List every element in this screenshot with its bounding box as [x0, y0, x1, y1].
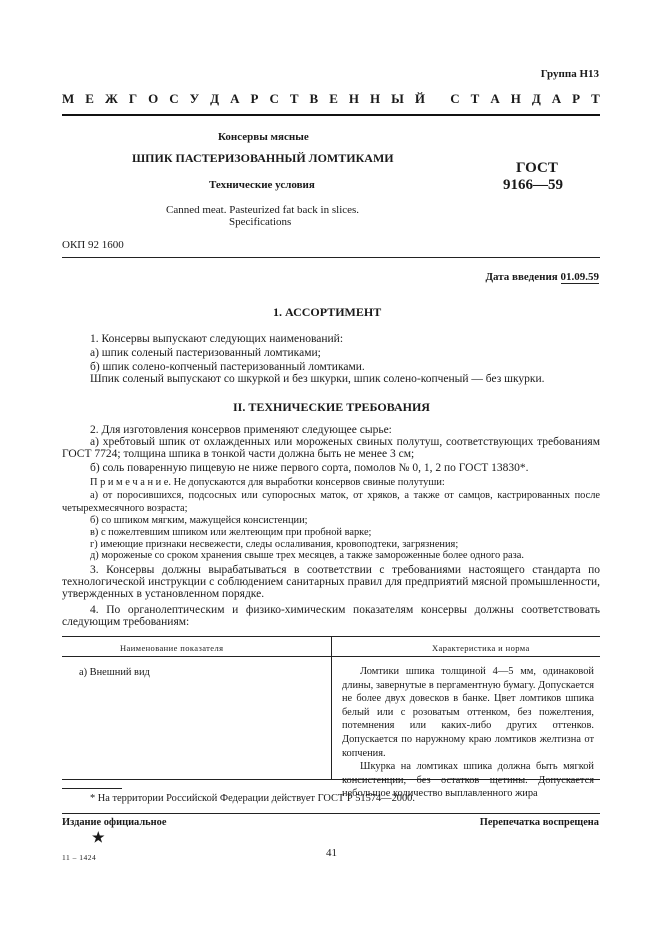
banner-letter: Ж	[104, 91, 118, 106]
banner-letter: Р	[250, 91, 259, 106]
row-spec-paragraph-1: Ломтики шпика толщиной 4—5 мм, одинаковой длины, завернутые в пергаментную бумагу. Допускается не более двух довесков в банке. Цвет ломтиков шпика белый или с розоватым оттенком, без пожелтения, потемнения или каких-либо других оттенков. Допускается по наружному краю ломтиков желтизна от копчения.	[342, 666, 594, 759]
banner-letter: Г	[128, 91, 138, 106]
banner-letter: Е	[85, 91, 94, 106]
sec1-line-4: Шпик соленый выпускают со шкуркой и без шкурки, шпик солено-копченый — без шкурки.	[90, 373, 545, 385]
sec2-note-v: в) с пожелтевшим шпиком или желтеющим при пробной варке;	[90, 527, 372, 538]
interstate-standard-banner	[62, 91, 600, 107]
star-icon: ★	[92, 831, 105, 846]
english-subtitle: Specifications	[229, 216, 292, 228]
sec2-p2-a: а) хребтовый шпик от охлажденных или мороженых свиных полутуш, соответствующих требованиям ГОСТ 7724; толщина шпика в тонкой части должна быть не менее 3 см;	[62, 436, 600, 460]
sec1-line-1: 1. Консервы выпускают следующих наименований:	[90, 333, 344, 345]
sec2-note-a: а) от поросившихся, подсосных или супоросных маток, от хряков, а также от самцов, кастрированных после четырехмесячного возраста;	[62, 490, 600, 514]
banner-letter: У	[189, 91, 200, 106]
official-edition: Издание официальное	[62, 817, 167, 828]
banner-letter: Е	[329, 91, 338, 106]
banner-letter: Т	[289, 91, 299, 106]
banner-letter: О	[148, 91, 159, 106]
banner-letter: Д	[210, 91, 220, 106]
intro-date-label: Дата введения	[485, 271, 561, 283]
banner-letter: С	[269, 91, 279, 106]
banner-letter: Т	[591, 91, 600, 106]
banner-letter: Ы	[391, 91, 404, 106]
top-rule	[62, 114, 600, 116]
intro-date	[485, 271, 599, 283]
footer-rule	[62, 813, 600, 814]
page-number: 41	[326, 847, 337, 859]
footnote-rule	[62, 788, 122, 789]
sec1-line-2: а) шпик соленый пастеризованный ломтиками;	[90, 347, 321, 359]
okp-code: ОКП 92 1600	[62, 239, 124, 251]
sec2-note-intro: П р и м е ч а н и е. Не допускаются для выработки консервов свиные полутуши:	[90, 477, 445, 488]
section-2-title: II. ТЕХНИЧЕСКИЕ ТРЕБОВАНИЯ	[233, 400, 430, 414]
banner-letter: М	[62, 91, 75, 106]
gost-label: ГОСТ	[516, 160, 558, 176]
banner-letter: Р	[572, 91, 581, 106]
section-1-title: 1. АССОРТИМЕНТ	[273, 305, 382, 319]
banner-letter: Д	[531, 91, 541, 106]
banner-letter: Н	[510, 91, 521, 106]
row-indicator: а) Внешний вид	[79, 667, 150, 678]
banner-letter: Н	[369, 91, 381, 106]
col-header-spec: Характеристика и норма	[432, 643, 530, 653]
title-rule	[62, 257, 600, 258]
banner-letter: А	[230, 91, 240, 106]
sec2-p2-b: б) соль поваренную пищевую не ниже первого сорта, помолов № 0, 1, 2 по ГОСТ 13830*.	[90, 462, 529, 474]
table-column-divider	[331, 637, 332, 779]
banner-letter: Т	[470, 91, 480, 106]
sec2-p4: 4. По органолептическим и физико-химическим показателям консервы должны соответствовать следующим требованиям:	[62, 604, 600, 628]
row-spec-paragraph-2: Шкурка на ломтиках шпика должна быть мягкой консистенции, без остатков щетины. Допускается небольшое количество выплавленного жира	[342, 761, 594, 800]
banner-letter: С	[169, 91, 179, 106]
banner-letter: В	[309, 91, 319, 106]
english-title: Canned meat. Pasteurized fat back in slices.	[166, 204, 360, 216]
print-code: 11 – 1424	[62, 853, 97, 862]
product-title: ШПИК ПАСТЕРИЗОВАННЫЙ ЛОМТИКАМИ	[132, 151, 394, 165]
banner-letter	[436, 91, 439, 107]
row-spec	[342, 665, 594, 801]
banner-letter: С	[450, 91, 460, 106]
banner-letter: А	[490, 91, 500, 106]
product-group: Консервы мясные	[218, 131, 309, 143]
sec2-note-g: г) имеющие признаки несвежести, следы ослаливания, кровоподтеки, загрязнения;	[90, 539, 459, 550]
banner-letter: А	[551, 91, 562, 106]
banner-letter: Н	[348, 91, 359, 106]
gost-number: 9166—59	[503, 177, 563, 193]
sec1-line-3: б) шпик солено-копченый пастеризованный ломтиками.	[90, 361, 365, 373]
sec2-p3: 3. Консервы должны вырабатываться в соответствии с требованиями настоящего стандарта по технологической инструкции с соблюдением санитарных правил для предприятий мясной промышленности, утвержденных в установленном порядке.	[62, 564, 600, 600]
group-label: Группа Н13	[540, 68, 599, 80]
tech-conditions: Технические условия	[209, 179, 315, 191]
intro-date-value: 01.09.59	[560, 271, 599, 283]
banner-letter: Й	[414, 91, 425, 106]
sec2-p2-intro: 2. Для изготовления консервов применяют следующее сырье:	[90, 424, 392, 436]
footnote: * На территории Российской Федерации действует ГОСТ Р 51574—2000.	[90, 793, 415, 804]
reprint-forbidden: Перепечатка воспрещена	[479, 817, 599, 828]
col-header-indicator: Наименование показателя	[120, 643, 224, 653]
sec2-note-b: б) со шпиком мягким, мажущейся консистенции;	[90, 515, 308, 526]
sec2-note-d: д) мороженые со сроком хранения свыше трех месяцев, а также замороженные более одного раза.	[90, 550, 524, 561]
